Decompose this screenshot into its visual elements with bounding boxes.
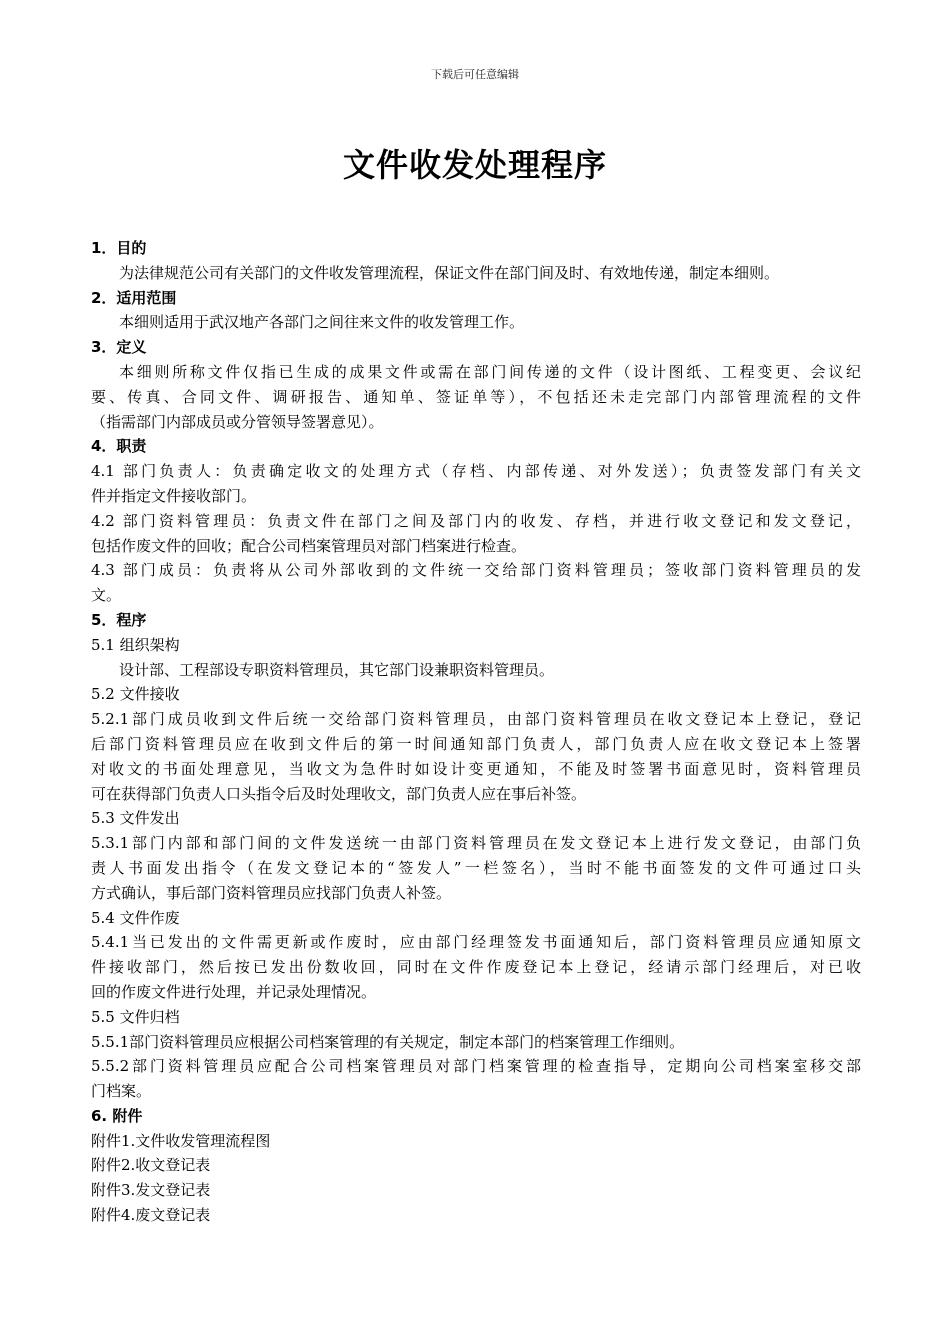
section-heading: 2．适用范围 — [91, 288, 177, 307]
paragraph-line: 5.2 文件接收 — [91, 685, 180, 704]
paragraph-line: 附件1.文件收发管理流程图 — [91, 1131, 271, 1150]
paragraph-line: 4.1 部门负责人：负责确定收文的处理方式（存档、内部传递、对外发送）；负责签发部门有关文 — [91, 462, 861, 481]
paragraph-line: （指需部门内部成员或分管领导签署意见）。 — [91, 412, 384, 431]
paragraph-line: 方式确认，事后部门资料管理员应找部门负责人补签。 — [91, 883, 452, 902]
paragraph-line: 后部门资料管理员应在收到文件后的第一时间通知部门负责人，部门负责人应在收文登记本上签署 — [91, 734, 861, 753]
paragraph-line: 件并指定文件接收部门。 — [91, 486, 257, 505]
paragraph-line: 4.3 部门成员：负责将从公司外部收到的文件统一交给部门资料管理员；签收部门资料管理员的发 — [91, 561, 861, 580]
document-body — [91, 236, 861, 1228]
paragraph-line: 本细则适用于武汉地产各部门之间往来文件的收发管理工作。 — [119, 313, 525, 332]
paragraph-line: 4.2 部门资料管理员：负责文件在部门之间及部门内的收发、存档，并进行收文登记和发文登记， — [91, 511, 861, 530]
section-heading: 1．目的 — [91, 239, 147, 257]
paragraph-line: 设计部、工程部设专职资料管理员，其它部门设兼职资料管理员。 — [119, 660, 555, 679]
paragraph-line: 为法律规范公司有关部门的文件收发管理流程，保证文件在部门间及时、有效地传递，制定本细则。 — [119, 263, 780, 282]
paragraph-line: 5.5.2部门资料管理员应配合公司档案管理员对部门档案管理的检查指导，定期向公司档案室移交部 — [91, 1057, 861, 1076]
document-title: 文件收发处理程序 — [342, 146, 607, 184]
paragraph-line: 5.5 文件归档 — [91, 1007, 180, 1026]
paragraph-line: 件接收部门，然后按已发出份数收回，同时在文件作废登记本上登记，经请示部门经理后，对已收 — [91, 958, 861, 977]
paragraph-line: 对收文的书面处理意见，当收文为急件时如设计变更通知，不能及时签署书面意见时，资料管理员 — [91, 759, 861, 778]
paragraph-line: 5.5.1部门资料管理员应根据公司档案管理的有关规定，制定本部门的档案管理工作细则。 — [91, 1032, 685, 1051]
paragraph-line: 本细则所称文件仅指已生成的成果文件或需在部门间传递的文件（设计图纸、工程变更、会议纪 — [119, 362, 861, 381]
paragraph-line: 附件2.收文登记表 — [91, 1156, 211, 1175]
paragraph-line: 5.1 组织架构 — [91, 635, 180, 654]
paragraph-line: 附件4.废文登记表 — [91, 1206, 211, 1225]
section-heading: 6. 附件 — [91, 1106, 143, 1125]
paragraph-line: 5.2.1部门成员收到文件后统一交给部门资料管理员，由部门资料管理员在收文登记本上登记，登记 — [91, 710, 861, 729]
section-heading: 4．职责 — [91, 437, 147, 456]
paragraph-line: 责人书面发出指令（在发文登记本的“签发人”一栏签名），当时不能书面签发的文件可通过口头 — [91, 858, 861, 877]
paragraph-line: 包括作废文件的回收；配合公司档案管理员对部门档案进行检查。 — [91, 536, 527, 555]
paragraph-line: 附件3.发文登记表 — [91, 1181, 211, 1200]
paragraph-line: 要、传真、合同文件、调研报告、通知单、签证单等），不包括还未走完部门内部管理流程的文件 — [91, 387, 861, 406]
paragraph-line: 回的作废文件进行处理，并记录处理情况。 — [91, 982, 377, 1001]
paragraph-line: 5.3.1部门内部和部门间的文件发送统一由部门资料管理员在发文登记本上进行发文登记，由部门负 — [91, 834, 861, 853]
section-heading: 5．程序 — [91, 610, 147, 629]
paragraph-line: 5.4.1当已发出的文件需更新或作废时，应由部门经理签发书面通知后，部门资料管理员应通知原文 — [91, 933, 861, 952]
paragraph-line: 文。 — [91, 586, 122, 605]
section-heading: 3．定义 — [91, 338, 147, 357]
paragraph-line: 5.4 文件作废 — [91, 908, 180, 927]
paragraph-line: 门档案。 — [91, 1082, 152, 1101]
page-header-watermark: 下载后可任意编辑 — [431, 68, 519, 81]
paragraph-line: 5.3 文件发出 — [91, 809, 180, 828]
paragraph-line: 可在获得部门负责人口头指令后及时处理收文，部门负责人应在事后补签。 — [91, 784, 587, 803]
